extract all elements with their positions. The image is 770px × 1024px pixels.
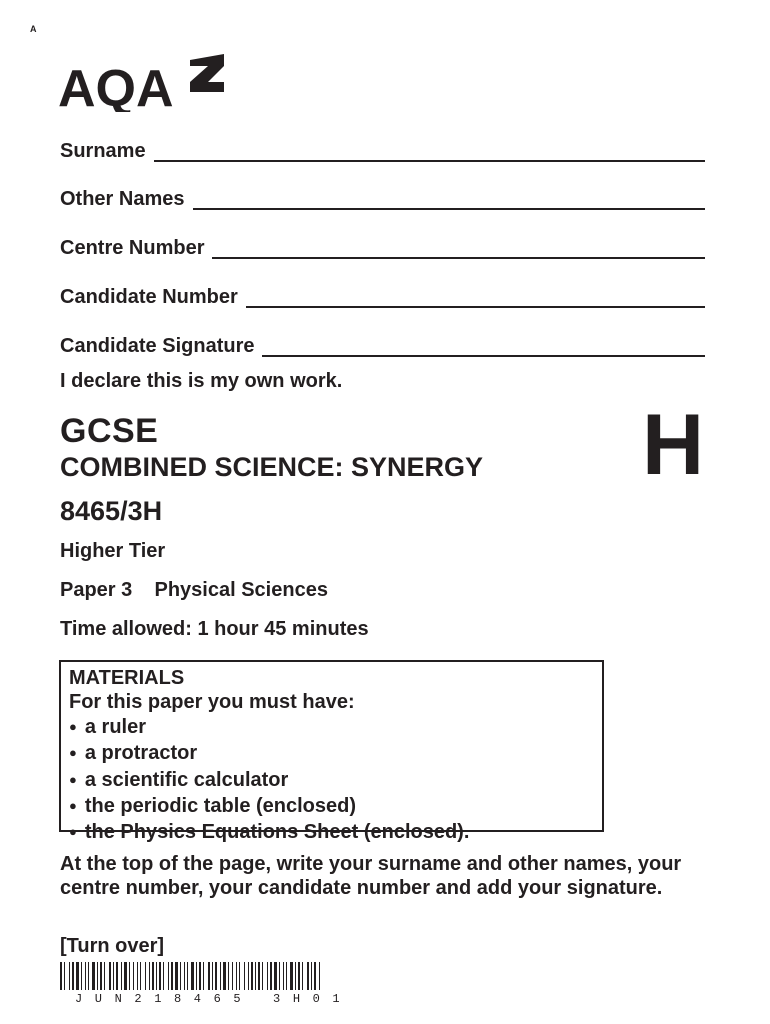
barcode-bar (64, 962, 65, 990)
barcode-bar (212, 962, 213, 990)
barcode-bar (156, 962, 157, 990)
surname-line[interactable] (154, 142, 705, 162)
subject-title: COMBINED SCIENCE: SYNERGY (60, 452, 484, 482)
materials-box (59, 660, 604, 844)
barcode-bar (283, 962, 284, 990)
centre-number-field[interactable] (60, 237, 705, 259)
qualification-title: GCSE (60, 412, 159, 450)
materials-list (69, 715, 602, 847)
barcode-bar (113, 962, 114, 990)
other-names-field[interactable] (60, 188, 705, 210)
surname-field[interactable] (60, 140, 705, 162)
barcode-bar (76, 962, 79, 990)
barcode-bar (85, 962, 86, 990)
barcode-bar (159, 962, 161, 990)
barcode-bar (244, 962, 245, 990)
barcode-bar (140, 962, 141, 990)
barcode-bar (171, 962, 173, 990)
barcode-bar (274, 962, 277, 990)
barcode-bar (124, 962, 127, 990)
barcode-bar (208, 962, 210, 990)
barcode-bar (232, 962, 233, 990)
instructions: At the top of the page, write your surname and other names, your centre number, your candidate number and add your signature. (60, 853, 682, 899)
barcode-bar (270, 962, 272, 990)
barcode-bar (88, 962, 89, 990)
barcode-bar (311, 962, 312, 990)
aqa-leaf-icon (190, 54, 224, 92)
barcode-bar (223, 962, 226, 990)
barcode-bar (184, 962, 185, 990)
candidate-signature-field[interactable] (60, 335, 705, 357)
barcode-bar (104, 962, 105, 990)
barcode-bar (180, 962, 181, 990)
barcode-bar (168, 962, 169, 990)
barcode-bar (279, 962, 280, 990)
materials-intro: For this paper you must have: (69, 691, 355, 714)
barcode-bar (191, 962, 194, 990)
barcode-bar (137, 962, 138, 990)
aqa-logo (58, 52, 228, 117)
materials-heading: MATERIALS (69, 667, 185, 689)
barcode-bar (100, 962, 102, 990)
barcode-bar (286, 962, 287, 990)
barcode-bar (149, 962, 150, 990)
materials-item: ● a ruler (69, 715, 602, 741)
barcode-bar (319, 962, 320, 990)
paper-code: 8465/3H (60, 496, 163, 526)
barcode-bar (262, 962, 263, 990)
barcode-bar (133, 962, 134, 990)
candidate-signature-label: Candidate Signature (60, 335, 255, 357)
barcode-bar (251, 962, 253, 990)
barcode-bar (196, 962, 197, 990)
barcode-bar (121, 962, 122, 990)
barcode-bar (109, 962, 111, 990)
barcode (60, 962, 322, 995)
barcode-bar (307, 962, 309, 990)
barcode-bar (258, 962, 260, 990)
barcode-bar (228, 962, 229, 990)
time-allowed: Time allowed: 1 hour 45 minutes (60, 618, 369, 640)
barcode-bar (302, 962, 303, 990)
barcode-bar (199, 962, 201, 990)
declaration: I declare this is my own work. (60, 370, 343, 392)
barcode-bar (239, 962, 240, 990)
barcode-bar (175, 962, 178, 990)
other-names-line[interactable] (193, 190, 706, 210)
materials-item: ● a protractor (69, 741, 602, 767)
barcode-bar (187, 962, 188, 990)
centre-number-line[interactable] (212, 239, 705, 259)
barcode-bar (60, 962, 62, 990)
barcode-bar (267, 962, 268, 990)
materials-item: ● a scientific calculator (69, 768, 602, 794)
barcode-bar (129, 962, 130, 990)
candidate-number-line[interactable] (246, 288, 705, 308)
barcode-bar (152, 962, 154, 990)
tier-letter: H (642, 397, 705, 493)
barcode-bar (145, 962, 146, 990)
paper-title: Paper 3 Physical Sciences (60, 579, 328, 601)
barcode-bar (81, 962, 82, 990)
tier-label: Higher Tier (60, 540, 166, 562)
barcode-bar (248, 962, 249, 990)
barcode-bar (116, 962, 118, 990)
barcode-bar (295, 962, 296, 990)
barcode-bar (236, 962, 237, 990)
barcode-bar (163, 962, 164, 990)
barcode-bar (69, 962, 70, 990)
centre-number-label: Centre Number (60, 237, 205, 259)
materials-item: ● the periodic table (enclosed) (69, 794, 602, 820)
materials-item: ● the Physics Equations Sheet (enclosed). (69, 820, 602, 846)
barcode-bar (97, 962, 98, 990)
candidate-number-field[interactable] (60, 286, 705, 308)
turn-over: [Turn over] (60, 935, 165, 957)
barcode-bar (255, 962, 256, 990)
barcode-bar (72, 962, 74, 990)
barcode-bar (290, 962, 293, 990)
barcode-text: JUN218465 3H01 (75, 992, 353, 1006)
barcode-bar (203, 962, 204, 990)
barcode-bar (92, 962, 95, 990)
barcode-bar (220, 962, 221, 990)
candidate-signature-line[interactable] (262, 337, 705, 357)
candidate-number-label: Candidate Number (60, 286, 238, 308)
barcode-bar (314, 962, 316, 990)
surname-label: Surname (60, 140, 146, 162)
corner-mark: A (30, 24, 37, 34)
aqa-logo-text: AQA (58, 60, 174, 112)
barcode-bar (298, 962, 300, 990)
other-names-label: Other Names (60, 188, 185, 210)
barcode-bar (215, 962, 217, 990)
